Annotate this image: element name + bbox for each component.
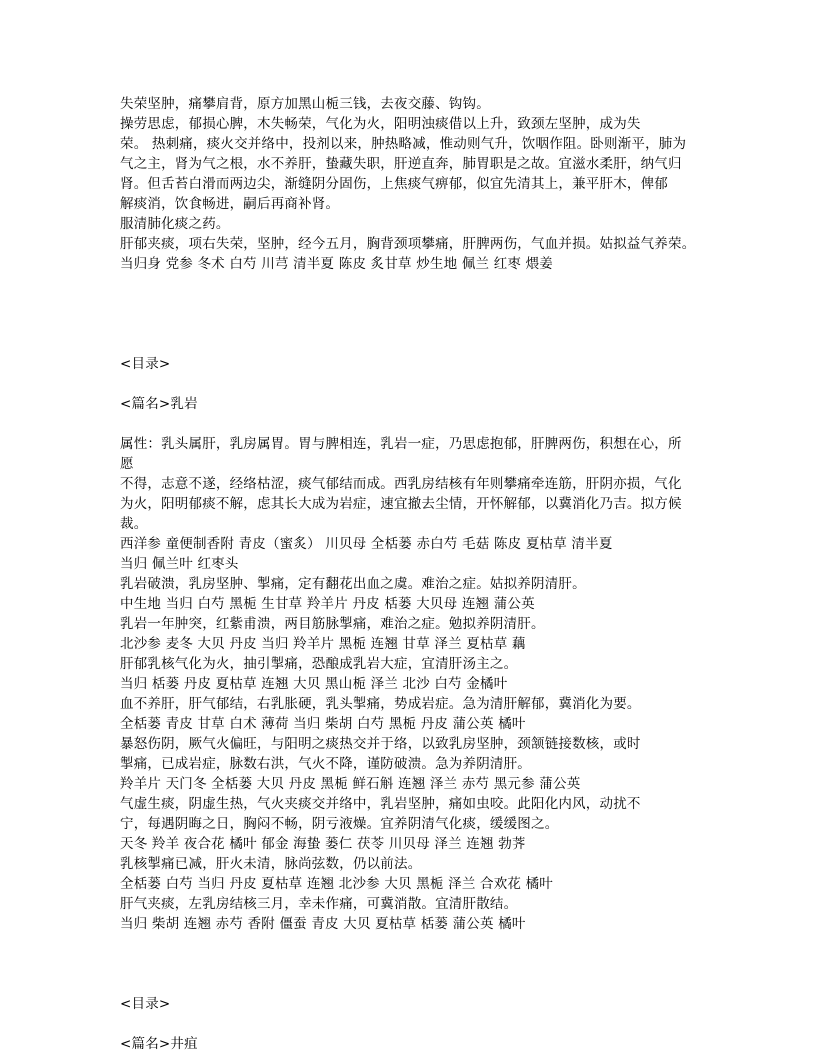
text-line: 肝郁乳核气化为火，抽引掣痛，恐酿成乳岩大症，宜清肝汤主之。 — [120, 656, 518, 672]
text-line: 裁。 — [120, 516, 148, 532]
text-block-1 — [120, 94, 700, 274]
text-line: 服清肺化痰之药。 — [120, 216, 230, 232]
text-line: 肾。但舌苔白滑而两边尖，渐缝阴分固伤，上焦痰气痹郁，似宜先清其上，兼平肝木，俾郁 — [120, 176, 668, 192]
prescription-line: 当归 栝蒌 丹皮 夏枯草 连翘 大贝 黑山栀 泽兰 北沙 白芍 金橘叶 — [120, 676, 508, 692]
text-line: 气之主，肾为气之根，水不养肝，蛰藏失职，肝逆直奔，肺胃职是之故。宜滋水柔肝，纳气归 — [120, 156, 682, 172]
text-line: 为火，阳明郁痰不解，虑其长大成为岩症，速宜撤去尘情，开怀解郁，以冀消化乃吉。拟方候 — [120, 496, 682, 512]
text-line: 血不养肝，肝气郁结，右乳胀硬，乳头掣痛，势成岩症。急为清肝解郁，冀消化为要。 — [120, 696, 641, 712]
text-block-2 — [120, 434, 700, 934]
prescription-line: 当归身 党参 冬术 白芍 川芎 清半夏 陈皮 炙甘草 炒生地 佩兰 红枣 煨姜 — [120, 256, 554, 272]
text-line: 不得，志意不遂，经络枯涩，痰气郁结而成。西乳房结核有年则攀痛牵连筋，肝阴亦损，气化 — [120, 476, 682, 492]
prescription-line: 天冬 羚羊 夜合花 橘叶 郁金 海蛰 蒌仁 茯苓 川贝母 泽兰 连翘 勃荠 — [120, 836, 526, 852]
text-line: 失荣坚肿，痛攀肩背，原方加黑山栀三钱，去夜交藤、钩钩。 — [120, 96, 490, 112]
text-line: 乳岩破溃，乳房坚肿、掣痛，定有翻花出血之虞。难治之症。姑拟养阴清肝。 — [120, 576, 586, 592]
text-line: 气虚生痰，阴虚生热，气火夹痰交并络中，乳岩坚肿，痛如虫咬。此阳化内风，动扰不 — [120, 796, 641, 812]
text-line: 愿 — [120, 456, 134, 472]
document-page — [120, 94, 700, 1054]
prescription-line: 西洋参 童便制香附 青皮（蜜炙） 川贝母 全栝蒌 赤白芍 毛菇 陈皮 夏枯草 清半夏 — [120, 536, 613, 552]
prescription-line: 中生地 当归 白芍 黑栀 生甘草 羚羊片 丹皮 栝蒌 大贝母 连翘 蒲公英 — [120, 596, 535, 612]
text-line: 解痰消，饮食畅进，嗣后再商补肾。 — [120, 196, 340, 212]
text-line: 属性：乳头属肝，乳房属胃。胃与脾相连，乳岩一症，乃思虑抱郁，肝脾两伤，积想在心，所 — [120, 436, 682, 452]
text-line: 乳岩一年肿突，红紫甫溃，两目筋脉掣痛，难治之症。勉拟养阴清肝。 — [120, 616, 545, 632]
prescription-line: 全栝蒌 白芍 当归 丹皮 夏枯草 连翘 北沙参 大贝 黑栀 泽兰 合欢花 橘叶 — [120, 876, 554, 892]
text-line: 荣。 热刺痛，痰火交并络中，投剂以来，肿热略减，惟动则气升，饮咽作阻。卧则渐平，肺为 — [120, 136, 687, 152]
text-line: 掣痛，已成岩症，脉数右洪，气火不降，谨防破溃。急为养阴清肝。 — [120, 756, 531, 772]
section-title: <篇名>井疽 — [120, 1036, 198, 1052]
text-line: 肝郁夹痰，项右失荣，坚肿，经今五月，胸背颈项攀痛，肝脾两伤，气血并损。姑拟益气养荣。 — [120, 236, 696, 252]
section-title: <篇名>乳岩 — [120, 396, 198, 412]
text-line: 操劳思虑，郁损心脾，木失畅荣，气化为火，阳明浊痰借以上升，致颈左坚肿，成为失 — [120, 116, 641, 132]
prescription-line: 当归 佩兰叶 红枣头 — [120, 556, 239, 572]
text-line: 乳核掣痛已减，肝火未清，脉尚弦数，仍以前法。 — [120, 856, 422, 872]
toc-link[interactable]: <目录> — [120, 996, 171, 1012]
toc-link[interactable]: <目录> — [120, 356, 171, 372]
text-line: 肝气夹痰，左乳房结核三月，幸未作痛，可冀消散。宜清肝散结。 — [120, 896, 518, 912]
text-line: 暴怒伤阴，厥气火偏旺，与阳明之痰热交并于络，以致乳房坚肿，颈颔链接数核，或时 — [120, 736, 641, 752]
prescription-line: 羚羊片 天门冬 全栝蒌 大贝 丹皮 黑栀 鲜石斛 连翘 泽兰 赤芍 黑元参 蒲公英 — [120, 776, 581, 792]
prescription-line: 全栝蒌 青皮 甘草 白术 薄荷 当归 柴胡 白芍 黑栀 丹皮 蒲公英 橘叶 — [120, 716, 526, 732]
text-line: 宁，每遇阴晦之日，胸闷不畅，阴亏液燥。宜养阴清气化痰，缓缓图之。 — [120, 816, 559, 832]
prescription-line: 当归 柴胡 连翘 赤芍 香附 僵蚕 青皮 大贝 夏枯草 栝蒌 蒲公英 橘叶 — [120, 916, 526, 932]
prescription-line: 北沙参 麦冬 大贝 丹皮 当归 羚羊片 黑栀 连翘 甘草 泽兰 夏枯草 藕 — [120, 636, 526, 652]
